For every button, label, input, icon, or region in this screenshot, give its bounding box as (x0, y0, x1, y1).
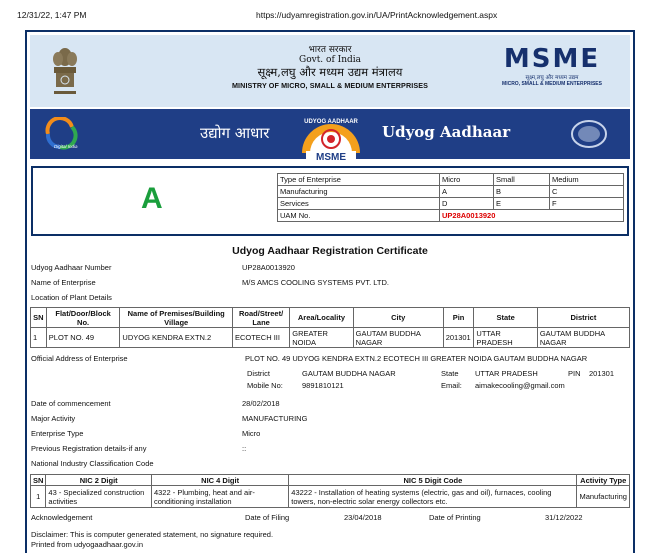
udyog-aadhaar-seal-icon (298, 109, 364, 161)
previous-registration-value: :: (242, 444, 247, 453)
udyog-aadhaar-hindi: उद्योग आधार (200, 124, 270, 142)
govt-of-india-text: Govt. of India (299, 55, 361, 65)
enterprise-type-table (277, 173, 624, 222)
enterprise-type-value: Micro (242, 429, 261, 438)
msme-logo-hindi: सूक्ष्म,लघु और मध्यम उद्यम (525, 75, 579, 81)
enterprise-type-cell: B (494, 186, 550, 198)
acknowledgement-label: Acknowledgement (31, 513, 93, 522)
enterprise-type-box (31, 166, 629, 236)
enterprise-type-cell: A (440, 186, 494, 198)
browser-print-header (0, 0, 664, 22)
major-activity-value: MANUFACTURING (242, 414, 308, 423)
major-activity-label: Major Activity (31, 414, 76, 423)
plant-details-table (30, 307, 630, 348)
filing-date-value: 23/04/2018 (344, 513, 382, 522)
india-seal-icon (570, 119, 608, 149)
print-timestamp: 12/31/22, 1:47 PM (17, 10, 87, 20)
certificate-title: Udyog Aadhaar Registration Certificate (232, 245, 428, 257)
enterprise-type-label: Enterprise Type (31, 429, 84, 438)
official-address-line: PLOT NO. 49 UDYOG KENDRA EXTN.2 ECOTECH III GREATER NOIDA GAUTAM BUDDHA NAGAR (245, 354, 588, 363)
enterprise-type-cell: Medium (550, 174, 624, 186)
printing-date-value: 31/12/2022 (545, 513, 583, 522)
table-cell: GAUTAM BUDDHA NAGAR (353, 328, 443, 348)
mobile-value: 9891810121 (302, 381, 344, 390)
official-address-label: Official Address of Enterprise (31, 354, 128, 363)
seal-msme-text: MSME (316, 152, 346, 161)
msme-logo (492, 45, 612, 97)
commencement-label: Date of commencement (31, 399, 111, 408)
previous-registration-label: Previous Registration details-if any (31, 444, 147, 453)
enterprise-type-cell: F (550, 198, 624, 210)
nic-label: National Industry Classification Code (31, 459, 154, 468)
column-header: Pin (443, 308, 474, 328)
column-header: Flat/Door/Block No. (46, 308, 120, 328)
column-header: Road/Street/ Lane (232, 308, 289, 328)
district-label: District (247, 369, 270, 378)
column-header: NIC 5 Digit Code (289, 475, 577, 486)
column-header: NIC 2 Digit (46, 475, 152, 486)
column-header: Name of Premises/Building Village (120, 308, 233, 328)
hindi-govt-text: भारत सरकार (308, 45, 352, 55)
column-header: NIC 4 Digit (151, 475, 288, 486)
enterprise-name-label: Name of Enterprise (31, 278, 96, 287)
msme-logo-english: MICRO, SMALL & MEDIUM ENTERPRISES (502, 81, 602, 87)
ministry-heading (210, 45, 450, 90)
enterprise-type-cell: D (440, 198, 494, 210)
column-header: SN (31, 475, 46, 486)
table-cell: GREATER NOIDA (290, 328, 353, 348)
enterprise-type-cell: Micro (440, 174, 494, 186)
print-url: https://udyamregistration.gov.in/UA/PrintAcknowledgement.aspx (256, 10, 498, 20)
commencement-value: 28/02/2018 (242, 399, 280, 408)
pin-value: 201301 (589, 369, 615, 378)
disclaimer-text: Disclaimer: This is computer generated statement, no signature required. (31, 530, 274, 539)
column-header: State (474, 308, 537, 328)
enterprise-type-cell: Small (494, 174, 550, 186)
enterprise-type-cell: Services (278, 198, 440, 210)
table-cell: PLOT NO. 49 (46, 328, 120, 348)
printed-from-text: Printed from udyogaadhaar.gov.in (31, 540, 144, 549)
government-banner (30, 35, 630, 107)
column-header: SN (31, 308, 47, 328)
column-header: Activity Type (577, 475, 630, 486)
table-row (31, 328, 630, 348)
uam-number: UP28A0013920 (440, 210, 624, 222)
table-cell: Manufacturing (577, 486, 630, 508)
district-value: GAUTAM BUDDHA NAGAR (302, 369, 396, 378)
enterprise-type-row (278, 174, 624, 186)
ministry-name: MINISTRY OF MICRO, SMALL & MEDIUM ENTERPRISES (231, 81, 429, 90)
table-cell: 43 - Specialized construction activities (46, 486, 152, 508)
enterprise-type-cell: C (550, 186, 624, 198)
table-cell: UTTAR PRADESH (474, 328, 537, 348)
pin-label: PIN (568, 369, 581, 378)
hindi-ministry-text: सूक्ष्म,लघु और मध्यम उद्यम मंत्रालय (257, 65, 403, 79)
enterprise-name-value: M/S AMCS COOLING SYSTEMS PVT. LTD. (242, 278, 389, 287)
uam-row (278, 210, 624, 222)
plant-location-label: Location of Plant Details (31, 293, 112, 302)
enterprise-type-row (278, 198, 624, 210)
email-value: aimakecooling@gmail.com (475, 381, 565, 390)
table-cell: UDYOG KENDRA EXTN.2 (120, 328, 233, 348)
table-cell: ECOTECH III (232, 328, 289, 348)
national-emblem-icon (48, 43, 82, 99)
table-row (31, 486, 630, 508)
column-header: City (353, 308, 443, 328)
enterprise-type-row (278, 186, 624, 198)
column-header: District (537, 308, 629, 328)
seal-caption: UDYOG AADHAAR (304, 119, 358, 125)
table-cell: 4322 - Plumbing, heat and air-conditioning installation (151, 486, 288, 508)
enterprise-type-cell: Manufacturing (278, 186, 440, 198)
table-cell: 1 (31, 328, 47, 348)
nic-code-table (30, 474, 630, 508)
certificate-document (25, 30, 635, 553)
table-cell: 1 (31, 486, 46, 508)
email-label: Email: (441, 381, 462, 390)
enterprise-type-cell: Type of Enterprise (278, 174, 440, 186)
aadhaar-number-value: UP28A0013920 (242, 263, 295, 272)
table-cell: 43222 - Installation of heating systems (electric, gas and oil), furnaces, cooling towers, non-electric solar energy collectors etc. (289, 486, 577, 508)
filing-date-label: Date of Filing (245, 513, 290, 522)
digital-india-label: Digital India (54, 144, 78, 149)
enterprise-grade-letter: A (141, 182, 163, 215)
uam-label: UAM No. (278, 210, 440, 222)
column-header: Area/Locality (290, 308, 353, 328)
table-cell: GAUTAM BUDDHA NAGAR (537, 328, 629, 348)
udyog-aadhaar-english: Udyog Aadhaar (382, 123, 511, 141)
table-cell: 201301 (443, 328, 474, 348)
msme-logo-word: MSME (503, 44, 601, 74)
state-value: UTTAR PRADESH (475, 369, 538, 378)
mobile-label: Mobile No: (247, 381, 283, 390)
aadhaar-number-label: Udyog Aadhaar Number (31, 263, 112, 272)
state-label: State (441, 369, 459, 378)
udyog-aadhaar-banner (30, 109, 630, 159)
enterprise-type-cell: E (494, 198, 550, 210)
printing-date-label: Date of Printing (429, 513, 481, 522)
